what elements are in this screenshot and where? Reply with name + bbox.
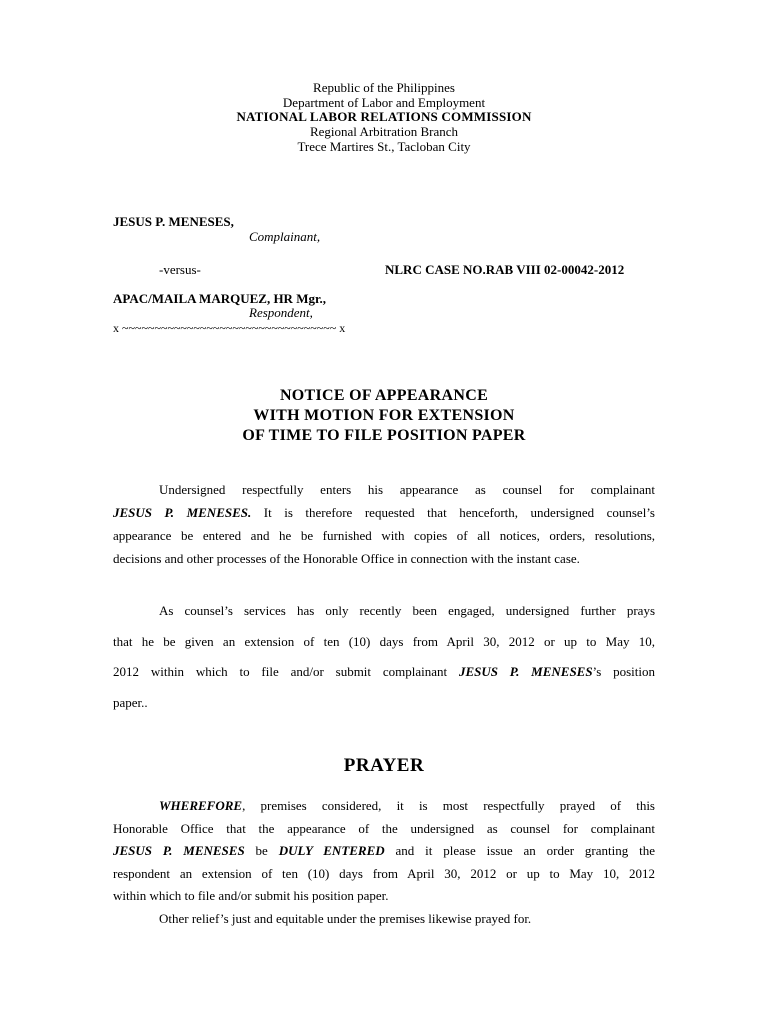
case-number: NLRC CASE NO.RAB VIII 02-00042-2012 xyxy=(385,262,625,277)
respondent-name: APAC/MAILA MARQUEZ, HR Mgr., xyxy=(113,291,327,306)
para1-line-2-rest: It is therefore requested that henceforth, undersigned counsel’s xyxy=(251,505,655,520)
prayer-line-3-rest: and it please issue an order granting the xyxy=(384,843,655,858)
prayer-line-5: within which to file and/or submit his position paper. xyxy=(113,888,389,903)
complainant-name-inline: JESUS P. MENESES. xyxy=(113,505,252,520)
caption-separator: x ~~~~~~~~~~~~~~~~~~~~~~~~~~~~~~~~~ x xyxy=(113,321,346,335)
prayer-line-1 xyxy=(113,795,655,818)
prayer-line-1-rest: , premises considered, it is most respectfully prayed of this xyxy=(242,798,655,813)
complainant-name-inline-2: JESUS P. MENESES xyxy=(458,664,593,679)
versus-label: -versus- xyxy=(159,262,201,277)
prayer-heading: PRAYER xyxy=(343,755,425,776)
para2-line-4: paper.. xyxy=(113,694,148,710)
para2-line-3 xyxy=(113,657,655,688)
respondent-role: Respondent, xyxy=(249,305,313,320)
prayer-paragraph xyxy=(113,795,655,930)
header-address: Trece Martires St., Tacloban City xyxy=(297,139,471,154)
title-line-1: NOTICE OF APPEARANCE xyxy=(279,387,489,404)
appearance-paragraph xyxy=(113,478,655,570)
title-line-2: WITH MOTION FOR EXTENSION xyxy=(253,407,515,424)
para1-line-1: Undersigned respectfully enters his appearance as counsel for complainant xyxy=(159,482,655,497)
para2-line-3-post: ’s position xyxy=(592,664,655,679)
complainant-name-inline-3: JESUS P. MENESES xyxy=(113,843,245,858)
complainant-role: Complainant, xyxy=(249,229,321,244)
prayer-line-3 xyxy=(113,840,655,863)
para2-line-3-pre: 2012 within which to file and/or submit complainant xyxy=(113,664,459,679)
prayer-line-2: Honorable Office that the appearance of the undersigned as counsel for complainant xyxy=(113,820,655,836)
para2-line-2: that he be given an extension of ten (10) days from April 30, 2012 or up to May 10, xyxy=(113,633,655,649)
para1-line-2 xyxy=(113,501,655,524)
complainant-name: JESUS P. MENESES, xyxy=(113,214,234,229)
duly-entered-phrase: DULY ENTERED xyxy=(278,843,385,858)
wherefore-word: WHEREFORE xyxy=(159,798,243,813)
prayer-line-6: Other relief’s just and equitable under the premises likewise prayed for. xyxy=(159,910,532,926)
para2-line-1: As counsel’s services has only recently been engaged, undersigned further prays xyxy=(159,603,655,618)
title-line-3: OF TIME TO FILE POSITION PAPER xyxy=(242,427,526,444)
prayer-line-4: respondent an extension of ten (10) days from April 30, 2012 or up to May 10, 2012 xyxy=(113,865,655,881)
para1-line-4: decisions and other processes of the Honorable Office in connection with the instant case. xyxy=(113,551,580,566)
prayer-line-3-mid: be xyxy=(244,843,279,858)
header-republic: Republic of the Philippines xyxy=(313,80,455,95)
header-department: Department of Labor and Employment xyxy=(282,95,486,110)
extension-paragraph xyxy=(113,596,655,718)
header-branch: Regional Arbitration Branch xyxy=(309,124,459,139)
para1-line-3: appearance be entered and he be furnished with copies of all notices, orders, resolutions, xyxy=(113,528,655,543)
header-commission: NATIONAL LABOR RELATIONS COMMISSION xyxy=(236,109,532,124)
